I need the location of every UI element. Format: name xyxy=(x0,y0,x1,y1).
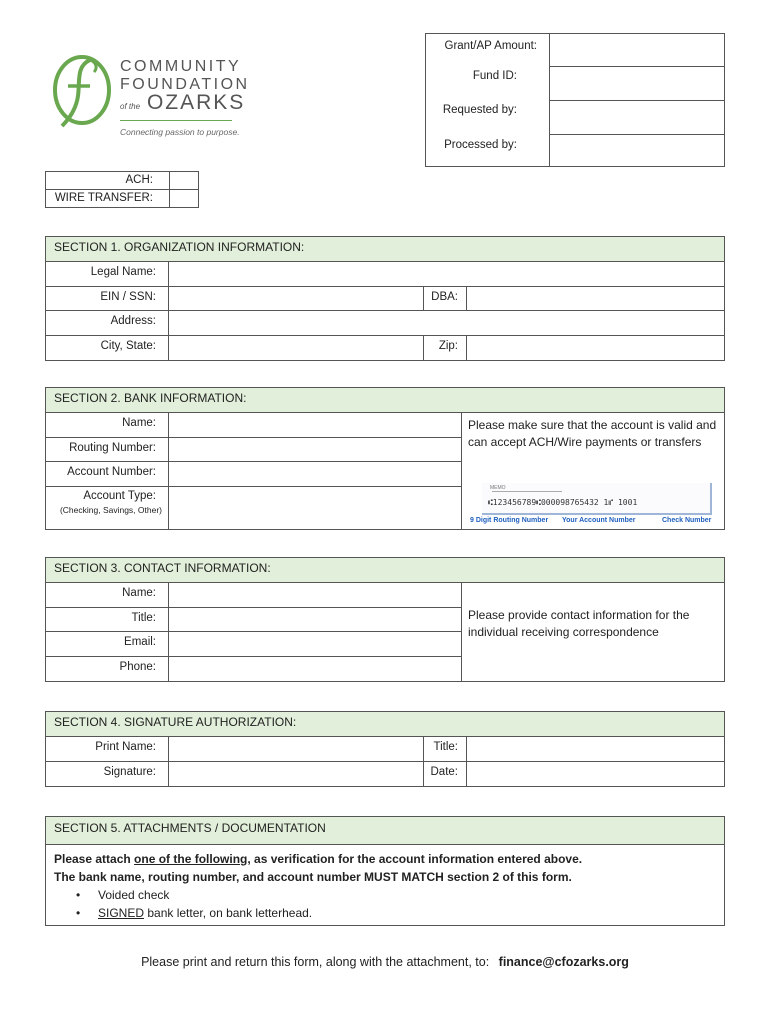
bullet-bank-letter-text: bank letter, on bank letterhead. xyxy=(144,906,313,920)
zip-field[interactable] xyxy=(467,336,724,361)
grant-amount-field[interactable] xyxy=(551,34,724,65)
check-memo: MEMO xyxy=(490,485,506,491)
contact-name-label: Name: xyxy=(46,583,169,607)
section-organization xyxy=(45,236,725,361)
account-number-caption: Your Account Number xyxy=(562,517,636,524)
signature-label: Signature: xyxy=(46,762,169,787)
section-2-title: SECTION 2. BANK INFORMATION: xyxy=(46,388,724,413)
attachments-line-1-start: Please attach xyxy=(54,852,135,866)
logo-line-community: COMMUNITY xyxy=(120,58,242,75)
requested-by-field[interactable] xyxy=(551,101,724,133)
account-type-cell xyxy=(46,487,169,529)
wire-transfer-label: WIRE TRANSFER: xyxy=(54,192,153,204)
ach-checkbox[interactable] xyxy=(171,172,198,188)
grant-amount-label: Grant/AP Amount: xyxy=(444,40,537,52)
signature-title-label: Title: xyxy=(423,737,467,761)
bullet-icon: • xyxy=(76,906,81,920)
routing-number-field[interactable] xyxy=(169,438,461,462)
legal-name-field[interactable] xyxy=(169,262,724,286)
contact-title-label: Title: xyxy=(46,608,169,632)
logo-tagline: Connecting passion to purpose. xyxy=(120,127,240,137)
contact-title-field[interactable] xyxy=(169,608,461,632)
logo-of-the: of the xyxy=(120,102,141,111)
dba-label: DBA: xyxy=(423,287,467,311)
logo-line-foundation: FOUNDATION xyxy=(120,76,250,93)
wire-transfer-checkbox[interactable] xyxy=(171,190,198,207)
address-field[interactable] xyxy=(169,311,724,335)
city-state-label: City, State: xyxy=(46,336,169,361)
section-signature xyxy=(45,711,725,787)
legal-name-label: Legal Name: xyxy=(46,262,169,286)
footer xyxy=(0,955,770,969)
print-name-field[interactable] xyxy=(169,737,423,761)
contact-email-field[interactable] xyxy=(169,632,461,656)
print-name-label: Print Name: xyxy=(46,737,169,761)
processed-by-label: Processed by: xyxy=(444,139,517,151)
logo-mark-icon xyxy=(50,52,116,130)
logo-rule xyxy=(120,120,232,121)
fund-id-field[interactable] xyxy=(551,67,724,99)
contact-phone-label: Phone: xyxy=(46,657,169,682)
section-4-title: SECTION 4. SIGNATURE AUTHORIZATION: xyxy=(46,712,724,737)
contact-name-field[interactable] xyxy=(169,583,461,607)
ein-field[interactable] xyxy=(169,287,423,311)
check-number-caption: Check Number xyxy=(662,517,712,524)
attachments-line-1 xyxy=(54,850,716,868)
account-type-label: Account Type: xyxy=(83,489,156,502)
logo-wordmark xyxy=(120,58,250,116)
check-memo-line xyxy=(492,491,562,492)
contact-email-label: Email: xyxy=(46,632,169,656)
section-contact xyxy=(45,557,725,682)
attachments-line-2: The bank name, routing number, and account number MUST MATCH section 2 of this form. xyxy=(54,870,572,884)
logo xyxy=(50,52,116,130)
account-type-field[interactable] xyxy=(169,487,461,529)
check-sample-image xyxy=(482,483,712,515)
contact-phone-field[interactable] xyxy=(169,657,461,682)
bullet-bank-letter xyxy=(54,904,716,922)
attachments-line-1-end: , as verification for the account information entered above. xyxy=(247,852,583,866)
city-state-field[interactable] xyxy=(169,336,423,361)
bullet-icon: • xyxy=(76,888,81,902)
attachments-body xyxy=(46,845,724,927)
section-5-title: SECTION 5. ATTACHMENTS / DOCUMENTATION xyxy=(46,817,724,845)
processed-by-field[interactable] xyxy=(551,135,724,166)
zip-label: Zip: xyxy=(423,336,467,361)
check-micr-line: ⑆123456789⑆000098765432 1⑈ 1001 xyxy=(488,498,638,507)
signature-field[interactable] xyxy=(169,762,423,787)
ein-label: EIN / SSN: xyxy=(46,287,169,311)
footer-text: Please print and return this form, along with the attachment, to: xyxy=(141,955,490,969)
attachments-line-1-underlined: one of the following xyxy=(134,852,248,866)
bank-name-field[interactable] xyxy=(169,413,461,437)
date-field[interactable] xyxy=(467,762,724,787)
section-attachments xyxy=(45,816,725,926)
bullet-voided-check xyxy=(54,886,716,904)
section-1-title: SECTION 1. ORGANIZATION INFORMATION: xyxy=(46,237,724,262)
section-bank xyxy=(45,387,725,530)
ach-label: ACH: xyxy=(125,174,153,186)
routing-number-caption: 9 Digit Routing Number xyxy=(470,517,549,524)
requested-by-label: Requested by: xyxy=(442,104,517,116)
footer-email-link[interactable]: finance@cfozarks.org xyxy=(498,955,629,969)
signature-title-field[interactable] xyxy=(467,737,724,761)
dba-field[interactable] xyxy=(467,287,724,311)
contact-note: Please provide contact information for the individual receiving correspondence xyxy=(468,608,690,639)
bank-note: Please make sure that the account is valid and can accept ACH/Wire payments or transfers xyxy=(468,418,717,449)
address-label: Address: xyxy=(46,311,169,335)
bullet-voided-check-text: Voided check xyxy=(98,888,170,902)
logo-ozarks: OZARKS xyxy=(146,91,246,114)
section-3-title: SECTION 3. CONTACT INFORMATION: xyxy=(46,558,724,583)
bullet-signed-text: SIGNED xyxy=(98,906,145,920)
date-label: Date: xyxy=(423,762,467,787)
routing-number-label: Routing Number: xyxy=(46,438,169,462)
bank-name-label: Name: xyxy=(46,413,169,437)
account-type-hint: (Checking, Savings, Other) xyxy=(59,504,162,515)
account-number-field[interactable] xyxy=(169,462,461,486)
account-number-label: Account Number: xyxy=(46,462,169,486)
fund-id-label: Fund ID: xyxy=(472,70,517,82)
